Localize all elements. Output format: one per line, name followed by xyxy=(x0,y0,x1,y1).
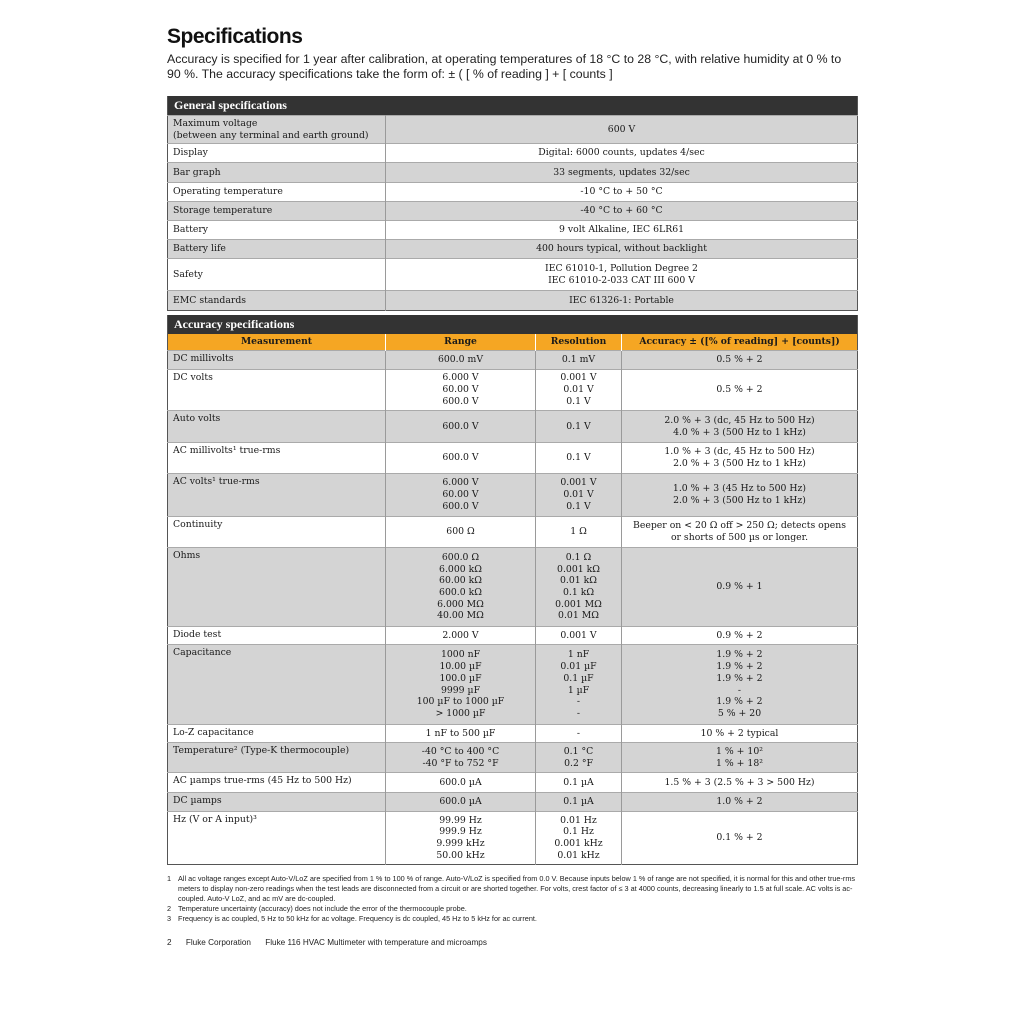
company-name: Fluke Corporation xyxy=(185,938,251,947)
resolution-cell: 1 Ω xyxy=(536,517,622,548)
measurement-cell: AC millivolts¹ true-rms xyxy=(168,443,386,474)
general-specifications-table xyxy=(167,96,858,311)
accuracy-cell: 1 % + 10² 1 % + 18² xyxy=(622,743,858,773)
accuracy-spec-row xyxy=(168,793,858,812)
range-cell: 600.0 µA xyxy=(386,793,536,812)
range-cell: 99.99 Hz 999.9 Hz 9.999 kHz 50.00 kHz xyxy=(386,812,536,865)
spec-label: Maximum voltage (between any terminal and earth ground) xyxy=(168,116,386,144)
general-spec-row xyxy=(168,240,858,259)
accuracy-spec-row xyxy=(168,645,858,725)
resolution-cell: 0.001 V xyxy=(536,627,622,645)
column-header-accuracy: Accuracy ± ([% of reading] + [counts]) xyxy=(622,334,858,351)
page-number: 2 xyxy=(167,938,172,947)
document-title: Fluke 116 HVAC Multimeter with temperature and microamps xyxy=(265,938,487,947)
accuracy-cell: 1.9 % + 2 1.9 % + 2 1.9 % + 2 - 1.9 % + 2 5 % + 20 xyxy=(622,645,858,725)
measurement-cell: DC volts xyxy=(168,370,386,411)
spec-value: IEC 61010-1, Pollution Degree 2 IEC 61010-2-033 CAT III 600 V xyxy=(386,259,858,291)
accuracy-spec-row xyxy=(168,743,858,773)
accuracy-spec-row xyxy=(168,773,858,793)
resolution-cell: 0.1 V xyxy=(536,411,622,443)
measurement-cell: Lo-Z capacitance xyxy=(168,725,386,743)
resolution-cell: - xyxy=(536,725,622,743)
measurement-cell: Diode test xyxy=(168,627,386,645)
column-header-measurement: Measurement xyxy=(168,334,386,351)
spec-value: 400 hours typical, without backlight xyxy=(386,240,858,259)
footnote xyxy=(167,874,859,904)
general-spec-row xyxy=(168,291,858,311)
spec-label: Safety xyxy=(168,259,386,291)
range-cell: 600.0 V xyxy=(386,443,536,474)
footnote-number: 2 xyxy=(167,904,172,913)
range-cell: 600.0 µA xyxy=(386,773,536,793)
resolution-cell: 0.1 µA xyxy=(536,793,622,812)
accuracy-cell: 10 % + 2 typical xyxy=(622,725,858,743)
accuracy-spec-row xyxy=(168,351,858,370)
general-spec-row xyxy=(168,259,858,291)
spec-value: 33 segments, updates 32/sec xyxy=(386,163,858,183)
footnote xyxy=(167,914,859,924)
range-cell: -40 °C to 400 °C -40 °F to 752 °F xyxy=(386,743,536,773)
accuracy-spec-row xyxy=(168,474,858,517)
resolution-cell: 0.1 µA xyxy=(536,773,622,793)
footnote-number: 3 xyxy=(167,914,172,923)
page-footer xyxy=(167,938,499,947)
range-cell: 6.000 V 60.00 V 600.0 V xyxy=(386,370,536,411)
spec-label: Operating temperature xyxy=(168,183,386,202)
spec-value: 600 V xyxy=(386,116,858,144)
accuracy-spec-row xyxy=(168,411,858,443)
measurement-cell: AC µamps true-rms (45 Hz to 500 Hz) xyxy=(168,773,386,793)
footnote-number: 1 xyxy=(167,874,172,883)
spec-value: 9 volt Alkaline, IEC 6LR61 xyxy=(386,221,858,240)
measurement-cell: Ohms xyxy=(168,548,386,627)
footnote-text: Temperature uncertainty (accuracy) does not include the error of the thermocouple probe. xyxy=(178,904,467,913)
column-header-resolution: Resolution xyxy=(536,334,622,351)
spec-label: Bar graph xyxy=(168,163,386,183)
accuracy-spec-row xyxy=(168,548,858,627)
range-cell: 1 nF to 500 µF xyxy=(386,725,536,743)
spec-label: Display xyxy=(168,144,386,163)
accuracy-cell: 0.5 % + 2 xyxy=(622,351,858,370)
accuracy-spec-row xyxy=(168,627,858,645)
intro-paragraph: Accuracy is specified for 1 year after calibration, at operating temperatures of 18 °C to 28 °C, with relative humidity at 0 % to 90 %. The accuracy specifications take the form of: ± ( [ % of reading ] + [ counts ] xyxy=(167,52,842,81)
accuracy-cell: 1.0 % + 3 (45 Hz to 500 Hz) 2.0 % + 3 (500 Hz to 1 kHz) xyxy=(622,474,858,517)
general-spec-row xyxy=(168,116,858,144)
general-spec-row xyxy=(168,202,858,221)
spec-label: Battery xyxy=(168,221,386,240)
resolution-cell: 0.1 V xyxy=(536,443,622,474)
spec-label: Battery life xyxy=(168,240,386,259)
measurement-cell: Continuity xyxy=(168,517,386,548)
accuracy-cell: Beeper on < 20 Ω off > 250 Ω; detects opens or shorts of 500 µs or longer. xyxy=(622,517,858,548)
resolution-cell: 0.001 V 0.01 V 0.1 V xyxy=(536,370,622,411)
general-spec-row xyxy=(168,163,858,183)
accuracy-cell: 0.9 % + 1 xyxy=(622,548,858,627)
column-header-range: Range xyxy=(386,334,536,351)
range-cell: 1000 nF 10.00 µF 100.0 µF 9999 µF 100 µF to 1000 µF > 1000 µF xyxy=(386,645,536,725)
measurement-cell: Capacitance xyxy=(168,645,386,725)
accuracy-spec-row xyxy=(168,443,858,474)
accuracy-specifications-table xyxy=(167,315,858,865)
footnote-text: All ac voltage ranges except Auto-V/LoZ are specified from 1 % to 100 % of range. Auto-V/LoZ is specified from 0.0 V. Because inputs below 1 % of range are not specified, it is normal for this and other true-rms meters to display non-zero readings when the test leads are disconnected from a circuit or are shorted together. For volts, crest factor of ≤ 3 at 4000 counts, decreasing linearly to 1.5 at full scale. AC volts is ac-coupled. Auto-V LoZ, and ac mV are dc-coupled. xyxy=(178,874,856,903)
spec-value: -10 °C to + 50 °C xyxy=(386,183,858,202)
page-title: Specifications xyxy=(167,25,303,48)
general-spec-row xyxy=(168,183,858,202)
range-cell: 600.0 Ω 6.000 kΩ 60.00 kΩ 600.0 kΩ 6.000 MΩ 40.00 MΩ xyxy=(386,548,536,627)
range-cell: 600.0 V xyxy=(386,411,536,443)
range-cell: 2.000 V xyxy=(386,627,536,645)
range-cell: 600 Ω xyxy=(386,517,536,548)
resolution-cell: 0.1 mV xyxy=(536,351,622,370)
spec-value: IEC 61326-1: Portable xyxy=(386,291,858,311)
accuracy-cell: 0.5 % + 2 xyxy=(622,370,858,411)
resolution-cell: 1 nF 0.01 µF 0.1 µF 1 µF - - xyxy=(536,645,622,725)
resolution-cell: 0.1 Ω 0.001 kΩ 0.01 kΩ 0.1 kΩ 0.001 MΩ 0.01 MΩ xyxy=(536,548,622,627)
measurement-cell: Temperature² (Type-K thermocouple) xyxy=(168,743,386,773)
resolution-cell: 0.001 V 0.01 V 0.1 V xyxy=(536,474,622,517)
accuracy-spec-row xyxy=(168,725,858,743)
spec-value: -40 °C to + 60 °C xyxy=(386,202,858,221)
range-cell: 6.000 V 60.00 V 600.0 V xyxy=(386,474,536,517)
accuracy-cell: 1.0 % + 3 (dc, 45 Hz to 500 Hz) 2.0 % + 3 (500 Hz to 1 kHz) xyxy=(622,443,858,474)
measurement-cell: Hz (V or A input)³ xyxy=(168,812,386,865)
accuracy-spec-row xyxy=(168,812,858,865)
general-specifications-header: General specifications xyxy=(168,96,858,116)
measurement-cell: DC millivolts xyxy=(168,351,386,370)
spec-label: Storage temperature xyxy=(168,202,386,221)
accuracy-spec-row xyxy=(168,370,858,411)
accuracy-cell: 1.0 % + 2 xyxy=(622,793,858,812)
footnote xyxy=(167,904,859,914)
resolution-cell: 0.01 Hz 0.1 Hz 0.001 kHz 0.01 kHz xyxy=(536,812,622,865)
spec-value: Digital: 6000 counts, updates 4/sec xyxy=(386,144,858,163)
accuracy-cell: 0.9 % + 2 xyxy=(622,627,858,645)
measurement-cell: Auto volts xyxy=(168,411,386,443)
accuracy-cell: 0.1 % + 2 xyxy=(622,812,858,865)
footnote-text: Frequency is ac coupled, 5 Hz to 50 kHz for ac voltage. Frequency is dc coupled, 45 Hz to 5 kHz for ac current. xyxy=(178,914,537,923)
range-cell: 600.0 mV xyxy=(386,351,536,370)
accuracy-cell: 1.5 % + 3 (2.5 % + 3 > 500 Hz) xyxy=(622,773,858,793)
general-spec-row xyxy=(168,144,858,163)
spec-label: EMC standards xyxy=(168,291,386,311)
measurement-cell: AC volts¹ true-rms xyxy=(168,474,386,517)
resolution-cell: 0.1 °C 0.2 °F xyxy=(536,743,622,773)
accuracy-spec-row xyxy=(168,517,858,548)
general-spec-row xyxy=(168,221,858,240)
accuracy-cell: 2.0 % + 3 (dc, 45 Hz to 500 Hz) 4.0 % + 3 (500 Hz to 1 kHz) xyxy=(622,411,858,443)
footnotes xyxy=(167,874,859,924)
measurement-cell: DC µamps xyxy=(168,793,386,812)
accuracy-specifications-header: Accuracy specifications xyxy=(168,315,858,334)
